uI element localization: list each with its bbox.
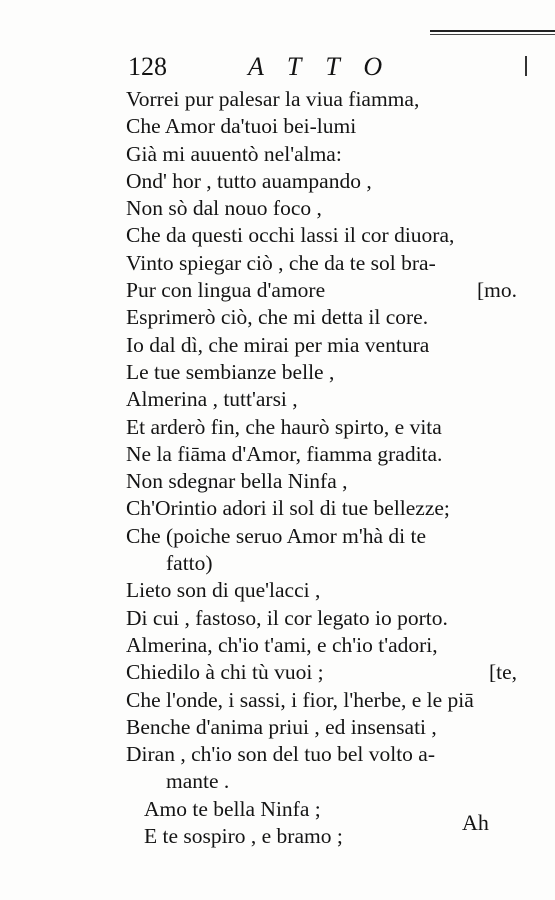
verse-line-text: Almerina , tutt'arsi , <box>126 387 298 412</box>
page-number: 128 <box>128 52 167 81</box>
binding-edge <box>430 30 555 40</box>
verse-line-text: mante . <box>166 769 230 794</box>
verse-line <box>126 741 521 768</box>
verse-line-text: Vorrei pur palesar la viua fiamma, <box>126 87 420 111</box>
verse-line <box>126 659 521 686</box>
page-edge-mark <box>525 56 527 76</box>
verse-line-text: Che da questi occhi lassi il cor diuora, <box>126 223 455 248</box>
running-head: ATTO <box>248 52 407 81</box>
verse-line-text: Amo te bella Ninfa ; <box>144 796 321 821</box>
verse-line <box>126 441 521 468</box>
catchword: Ah <box>462 810 489 835</box>
verse-line <box>126 577 521 604</box>
verse-line <box>126 359 521 386</box>
verse-line <box>126 113 521 140</box>
verse-line-text: Pur con lingua d'amore <box>126 278 326 303</box>
verse-line-text: Che (poiche seruo Amor m'hà di te <box>126 523 427 548</box>
verse-line <box>126 86 521 113</box>
verse-line <box>126 195 521 222</box>
verse-line <box>126 386 521 413</box>
verse-line-text: Vinto spiegar ciò , che da te sol bra- <box>126 250 436 275</box>
verse-line-text: Esprimerò ciò, che mi detta il core. <box>126 305 429 330</box>
verse-line <box>126 222 521 249</box>
verse-line <box>126 277 521 304</box>
verse-line <box>126 687 521 714</box>
verse-line <box>126 332 521 359</box>
verse-line <box>126 250 521 277</box>
verse-line-text: Ond' hor , tutto auampando , <box>126 168 372 193</box>
verse-line <box>126 468 521 495</box>
verse-line-text: E te sospiro , e bramo ; <box>144 824 343 849</box>
verse-line-text: Le tue sembianze belle , <box>126 359 335 384</box>
page-header <box>128 52 428 86</box>
verse-line <box>126 768 521 795</box>
verse-line <box>126 141 521 168</box>
verse-line <box>126 714 521 741</box>
verse-line <box>126 550 521 577</box>
verse-line <box>126 414 521 441</box>
turnover-bracket: [te, <box>488 660 517 685</box>
verse-line <box>126 605 521 632</box>
verse-line-text: Che Amor da'tuoi bei-lumi <box>126 114 357 139</box>
verse-line-text: Io dal dì, che mirai per mia ventura <box>126 332 430 357</box>
verse-line-text: Ne la fiāma d'Amor, fiamma gradita. <box>126 441 443 466</box>
verse-line-text: Già mi auuentò nel'alma: <box>126 141 342 166</box>
verse-line-text: Almerina, ch'io t'ami, e ch'io t'adori, <box>126 632 438 657</box>
verse-line-text: Diran , ch'io son del tuo bel volto a- <box>126 742 435 767</box>
verse-line-text: Et arderò fin, che haurò spirto, e vita <box>126 414 442 439</box>
verse-line-text: Non sdegnar bella Ninfa , <box>126 469 348 494</box>
verse-text <box>126 86 521 850</box>
verse-line-text: Lieto son di que'lacci , <box>126 578 321 603</box>
verse-line <box>126 495 521 522</box>
verse-line-text: fatto) <box>166 551 213 576</box>
verse-line-text: Non sò dal nouo foco , <box>126 196 322 221</box>
verse-line <box>126 304 521 331</box>
verse-line-text: Di cui , fastoso, il cor legato io porto. <box>126 605 448 630</box>
verse-line-text: Che l'onde, i sassi, i fior, l'herbe, e le piā <box>126 687 474 712</box>
turnover-bracket: [mo. <box>476 278 517 303</box>
verse-line <box>126 168 521 195</box>
verse-line <box>126 523 521 550</box>
verse-line-text: Benche d'anima priui , ed insensati , <box>126 714 437 739</box>
verse-line-text: Chiedilo à chi tù vuoi ; <box>126 660 324 685</box>
verse-line <box>126 632 521 659</box>
verse-line-text: Ch'Orintio adori il sol di tue bellezze; <box>126 496 450 521</box>
